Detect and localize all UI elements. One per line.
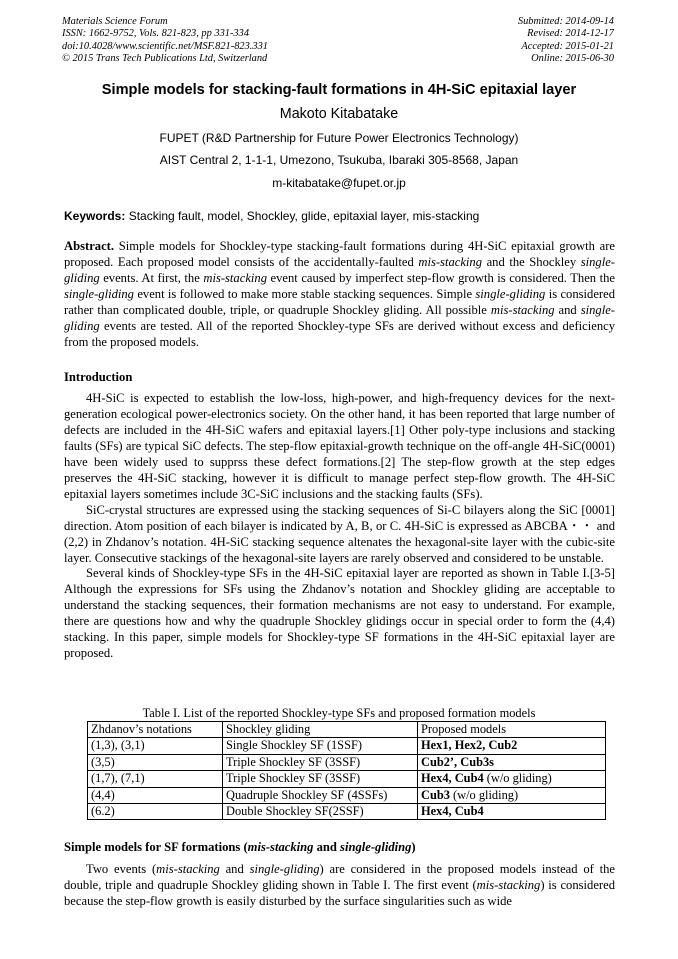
section-body (64, 862, 615, 910)
abstract-text: is considered rather than complicated double, triple, or quadruple Shockley gliding. All possible (64, 286, 616, 317)
publication-dates (518, 16, 614, 65)
term-single-gliding: single-gliding (475, 286, 546, 301)
abstract-text: Simple models for Shockley-type stacking-fault formations during 4H-SiC epitaxial growth are proposed. Each proposed model consists of the accidentally-faulted (64, 239, 615, 269)
cell-gliding: Triple Shockley SF (3SSF) (223, 771, 418, 787)
cell-zhdanov: (4,4) (88, 787, 223, 803)
abstract-text: events. At first, the (99, 270, 204, 285)
cell-models (418, 738, 606, 754)
header-models: Proposed models (418, 722, 606, 738)
sf-table (87, 721, 606, 820)
body-text: Two events ( (86, 862, 157, 876)
header-shockley: Shockley gliding (223, 722, 418, 738)
heading-term: single-gliding (340, 840, 412, 854)
model-note: (w/o gliding) (449, 787, 519, 802)
cell-models (418, 787, 606, 803)
model-names: Cub2’, Cub3s (421, 754, 494, 769)
term-single-gliding: single-gliding (64, 254, 615, 285)
keywords-label: Keywords: (64, 209, 126, 223)
journal-name: Materials Science Forum (62, 16, 168, 27)
cell-gliding: Triple Shockley SF (3SSF) (223, 754, 418, 770)
cell-models (418, 771, 606, 787)
cell-zhdanov: (6.2) (88, 804, 223, 820)
keywords-text: Stacking fault, model, Shockley, glide, epitaxial layer, mis-stacking (125, 209, 480, 223)
header-zhdanov: Zhdanov’s notations (88, 722, 223, 738)
model-names: Hex4, Cub4 (421, 771, 484, 786)
table-header-row (88, 722, 606, 738)
cell-gliding: Double Shockley SF(2SSF) (223, 804, 418, 820)
cell-models (418, 754, 606, 770)
copyright-line: © 2015 Trans Tech Publications Ltd, Switzerland (62, 52, 268, 64)
table-row (88, 754, 606, 770)
heading-term: mis-stacking (247, 840, 314, 854)
abstract-text: event is followed to make more stable stacking sequences. Simple (133, 286, 476, 301)
term-mis-stacking: mis-stacking (418, 254, 483, 269)
table-row (88, 787, 606, 803)
revised-date: Revised: 2014-12-17 (527, 28, 614, 40)
online-date: Online: 2015-06-30 (531, 52, 614, 64)
table-row (88, 771, 606, 787)
cell-zhdanov: (1,3), (3,1) (88, 738, 223, 754)
author-email: m-kitabatake@fupet.or.jp (272, 176, 406, 190)
cell-gliding: Single Shockley SF (1SSF) (223, 738, 418, 754)
term-mis-stacking: mis-stacking (476, 877, 541, 892)
abstract-label: Abstract. (64, 239, 115, 253)
term-mis-stacking: mis-stacking (156, 862, 220, 876)
term-single-gliding: single-gliding (249, 862, 320, 876)
journal-info (62, 16, 268, 65)
abstract-text: event caused by imperfect step-flow growth is considered. Then the (267, 270, 615, 285)
body-text: ) is considered because the step-flow growth is easily disturbed by the surface singularities such as wide (64, 877, 615, 908)
introduction-heading: Introduction (64, 370, 133, 384)
body-text: ) are considered in the proposed models instead of the double, triple and quadruple Shockley gliding shown in Table I. The first event ( (64, 862, 616, 892)
model-names: Cub3 (421, 787, 450, 802)
cell-gliding: Quadruple Shockley SF (4SSFs) (223, 787, 418, 803)
heading-text: Simple models for SF formations ( (64, 840, 248, 854)
submitted-date: Submitted: 2014-09-14 (517, 16, 614, 27)
cell-zhdanov: (3,5) (88, 754, 223, 770)
model-note: (w/o gliding) (483, 771, 552, 786)
paper-title: Simple models for stacking-fault formations in 4H-SiC epitaxial layer (101, 82, 577, 98)
term-mis-stacking: mis-stacking (203, 270, 268, 285)
heading-text: ) (411, 840, 416, 854)
table-row (88, 738, 606, 754)
model-names: Hex4, Cub4 (421, 804, 484, 819)
term-single-gliding: single-gliding (64, 286, 134, 301)
abstract-text: and the Shockley (482, 254, 581, 269)
term-single-gliding: single-gliding (64, 302, 615, 333)
section-heading (64, 840, 416, 855)
keywords (64, 209, 479, 223)
abstract-text: events are tested. All of the reported Shockley-type SFs are derived without excess and deficiency from the proposed models. (64, 318, 615, 349)
abstract-text: and (554, 302, 581, 317)
issn-line: ISSN: 1662-9752, Vols. 821-823, pp 331-334 (62, 28, 250, 40)
author-name: Makoto Kitabatake (279, 106, 399, 122)
doi-line: doi:10.4028/www.scientific.net/MSF.821-823.331 (62, 40, 268, 52)
cell-zhdanov: (1,7), (7,1) (88, 771, 223, 787)
intro-paragraph-3: Several kinds of Shockley-type SFs in the 4H-SiC epitaxial layer are reported as shown in Table I.[3-5] Although the expressions for SFs using the Zhdanov’s notation and Shockley gliding are acceptable to understand the stacking sequences, their formation mechanisms are not easy to understand. For example, there are questions how and why the quadruple Shockley glidings occur in special order to form the (4,4) stacking. In this paper, simple models for Shockley-type SF formations in the 4H-SiC epitaxial layer are proposed. (64, 566, 615, 661)
abstract (64, 239, 615, 351)
intro-paragraph-2: SiC-crystal structures are expressed using the stacking sequences of Si-C bilayers along the SiC [0001] direction. Atom position of each bilayer is indicated by A, B, or C. 4H-SiC is expressed as ABCBA・・ and (2,2) in Zhdanov’s notation. 4H-SiC stacking sequence altenates the hexagonal-site layer with the cubic-site layer. Consecutive stackings of the hexagonal-site layers are rarely observed and considered to be unstable. (64, 502, 615, 565)
heading-text: and (313, 840, 341, 854)
body-text: and (219, 862, 250, 876)
introduction-body (64, 391, 615, 662)
term-mis-stacking: mis-stacking (490, 302, 555, 317)
affiliation-line-1: FUPET (R&D Partnership for Future Power Electronics Technology) (159, 131, 519, 145)
accepted-date: Accepted: 2015-01-21 (521, 40, 614, 52)
table-caption: Table I. List of the reported Shockley-type SFs and proposed formation models (142, 706, 536, 720)
cell-models (418, 804, 606, 820)
affiliation-line-2: AIST Central 2, 1-1-1, Umezono, Tsukuba, Ibaraki 305-8568, Japan (159, 153, 519, 167)
intro-paragraph-1: 4H-SiC is expected to establish the low-loss, high-power, and high-frequency devices for the next-generation ecological power-electronics society. On the other hand, it has been reported that large number of defects are included in the 4H-SiC wafers and epitaxial layers.[1] Other poly-type inclusions and stacking faults (SFs) are typical SiC defects. The step-flow epitaxial-growth technique on the off-angle 4H-SiC(0001) have been widely used to supprss these defect formations.[2] The step-flow growth at the step edges preserves the 4H-SiC stacking, however it is difficult to manage perfect step-flow growth. The 4H-SiC epitaxial layers sometimes include 3C-SiC inclusions and the stacking faults (SFs). (64, 391, 615, 501)
table-row (88, 804, 606, 820)
model-names: Hex1, Hex2, Cub2 (421, 738, 518, 753)
